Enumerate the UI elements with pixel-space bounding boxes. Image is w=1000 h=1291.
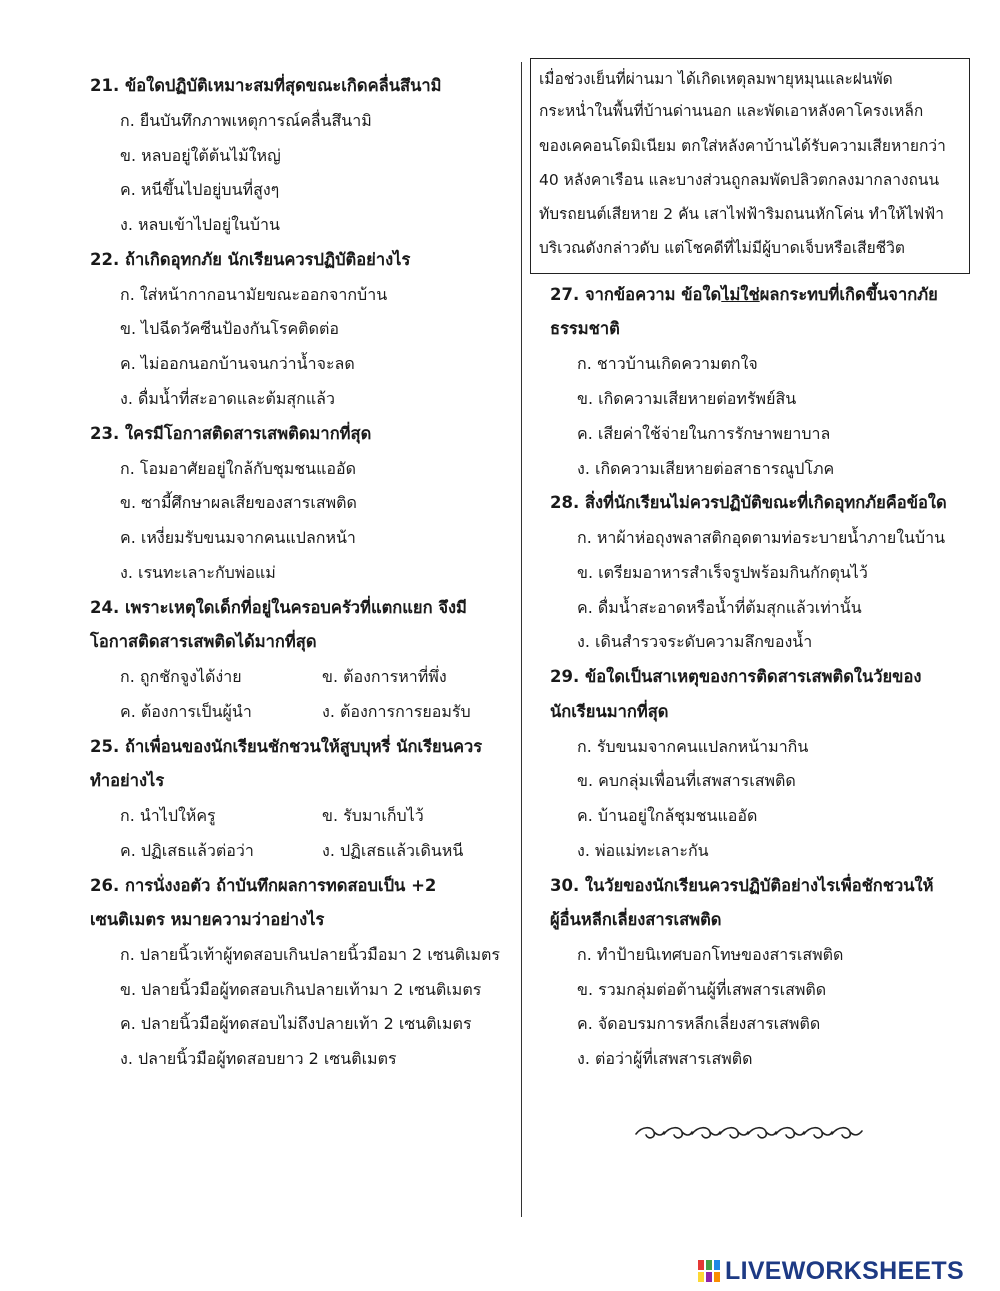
q26-option-c: ค. ปลายนิ้วมือผู้ทดสอบไม่ถึงปลายเท้า 2 เซนติเมตร (120, 1014, 472, 1033)
q26-option-b: ข. ปลายนิ้วมือผู้ทดสอบเกินปลายเท้ามา 2 เซนติเมตร (120, 980, 482, 999)
q21-option-d: ง. หลบเข้าไปอยู่ในบ้าน (120, 215, 280, 234)
passage-line-5: ทับรถยนต์เสียหาย 2 คัน เสาไฟฟ้าริมถนนหักโค่น ทำให้ไฟฟ้า (539, 205, 944, 223)
q21-option-c: ค. หนีขึ้นไปอยู่บนที่สูงๆ (120, 180, 280, 199)
q25-option-b: ข. รับมาเก็บไว้ (322, 806, 424, 825)
question-27-line-2: ธรรมชาติ (550, 319, 620, 338)
passage-line-3: ของเคคอนโดมิเนียม ตกใส่หลังคาบ้านได้รับความเสียหายกว่า (539, 137, 946, 155)
brand-name: LIVEWORKSHEETS (725, 1256, 964, 1285)
q24-option-c: ค. ต้องการเป็นผู้นำ (120, 702, 252, 721)
question-23: 23. ใครมีโอกาสติดสารเสพติดมากที่สุด (90, 424, 372, 443)
q28-option-b: ข. เตรียมอาหารสำเร็จรูปพร้อมกินกักตุนไว้ (577, 563, 868, 582)
q23-option-c: ค. เหงี่ยมรับขนมจากคนแปลกหน้า (120, 528, 356, 547)
q26-option-d: ง. ปลายนิ้วมือผู้ทดสอบยาว 2 เซนติเมตร (120, 1049, 397, 1068)
q28-option-a: ก. หาผ้าห่อถุงพลาสติกอุดตามท่อระบายน้ำภายในบ้าน (577, 528, 946, 547)
q24-option-b: ข. ต้องการหาที่พึ่ง (322, 667, 447, 686)
q27-text-pre: 27. จากข้อความ ข้อใด (550, 285, 722, 304)
question-28: 28. สิ่งที่นักเรียนไม่ควรปฏิบัติขณะที่เกิดอุทกภัยคือข้อใด (550, 493, 947, 512)
q29-option-b: ข. คบกลุ่มเพื่อนที่เสพสารเสพติด (577, 771, 796, 790)
q27-option-a: ก. ชาวบ้านเกิดความตกใจ (577, 354, 758, 373)
brand-logo-area[interactable] (697, 1257, 964, 1285)
q30-option-c: ค. จัดอบรมการหลีกเลี่ยงสารเสพติด (577, 1014, 821, 1033)
column-divider (521, 62, 522, 1217)
q25-option-a: ก. นำไปให้ครู (120, 806, 216, 825)
q27-option-b: ข. เกิดความเสียหายต่อทรัพย์สิน (577, 389, 797, 408)
passage-line-2: กระหน่ำในพื้นที่บ้านด่านนอก และพัดเอาหลังคาโครงเหล็ก (539, 102, 924, 120)
q27-text-post: ผลกระทบที่เกิดขึ้นจากภัย (759, 285, 938, 304)
q22-option-d: ง. ดื่มน้ำที่สะอาดและต้มสุกแล้ว (120, 389, 335, 408)
liveworksheets-logo-icon (697, 1259, 721, 1283)
q22-option-b: ข. ไปฉีดวัคซีนป้องกันโรคติดต่อ (120, 319, 339, 338)
q22-option-a: ก. ใส่หน้ากากอนามัยขณะออกจากบ้าน (120, 285, 388, 304)
q23-option-a: ก. โอมอาศัยอยู่ใกล้กับชุมชนแออัด (120, 459, 356, 478)
q30-option-a: ก. ทำป้ายนิเทศบอกโทษของสารเสพติด (577, 945, 844, 964)
q22-option-c: ค. ไม่ออกนอกบ้านจนกว่าน้ำจะลด (120, 354, 355, 373)
passage-line-6: บริเวณดังกล่าวดับ แต่โชคดีที่ไม่มีผู้บาดเจ็บหรือเสียชีวิต (539, 239, 905, 257)
question-21: 21. ข้อใดปฏิบัติเหมาะสมที่สุดขณะเกิดคลื่นสึนามิ (90, 76, 442, 95)
q21-option-b: ข. หลบอยู่ใต้ต้นไม้ใหญ่ (120, 146, 281, 165)
passage-line-1: เมื่อช่วงเย็นที่ผ่านมา ได้เกิดเหตุลมพายุหมุนและฝนพัด (539, 70, 893, 88)
question-27-line-1 (550, 285, 938, 305)
question-25-line-2: ทำอย่างไร (90, 771, 165, 790)
question-25-line-1: 25. ถ้าเพื่อนของนักเรียนชักชวนให้สูบบุหรี่ นักเรียนควร (90, 737, 483, 756)
q21-option-a: ก. ยืนบันทึกภาพเหตุการณ์คลื่นสึนามิ (120, 111, 372, 130)
q28-option-d: ง. เดินสำรวจระดับความลึกของน้ำ (577, 632, 813, 651)
question-30-line-2: ผู้อื่นหลีกเลี่ยงสารเสพติด (550, 910, 722, 929)
question-29-line-2: นักเรียนมากที่สุด (550, 702, 669, 721)
q23-option-b: ข. ซามี้ศึกษาผลเสียของสารเสพติด (120, 493, 357, 512)
question-30-line-1: 30. ในวัยของนักเรียนควรปฏิบัติอย่างไรเพื่อชักชวนให้ (550, 876, 934, 895)
q28-option-c: ค. ดื่มน้ำสะอาดหรือน้ำที่ต้มสุกแล้วเท่านั้น (577, 598, 862, 617)
q24-option-a: ก. ถูกชักจูงได้ง่าย (120, 667, 242, 686)
q27-option-d: ง. เกิดความเสียหายต่อสาธารณูปโภค (577, 459, 835, 478)
q29-option-a: ก. รับขนมจากคนแปลกหน้ามากิน (577, 737, 809, 756)
passage-line-4: 40 หลังคาเรือน และบางส่วนถูกลมพัดปลิวตกลงมากลางถนน (539, 171, 940, 189)
q27-underlined-word: ไม่ใช่ (721, 285, 760, 304)
passage-box (530, 58, 970, 274)
question-22: 22. ถ้าเกิดอุทกภัย นักเรียนควรปฏิบัติอย่างไร (90, 250, 411, 269)
q30-option-b: ข. รวมกลุ่มต่อต้านผู้ที่เสพสารเสพติด (577, 980, 827, 999)
question-24-line-2: โอกาสติดสารเสพติดได้มากที่สุด (90, 632, 317, 651)
ornament-divider-icon (632, 1120, 867, 1144)
q27-option-c: ค. เสียค่าใช้จ่ายในการรักษาพยาบาล (577, 424, 831, 443)
q24-option-d: ง. ต้องการการยอมรับ (322, 702, 471, 721)
q23-option-d: ง. เรนทะเลาะกับพ่อแม่ (120, 563, 276, 582)
q30-option-d: ง. ต่อว่าผู้ที่เสพสารเสพติด (577, 1049, 753, 1068)
question-26-line-2: เซนติเมตร หมายความว่าอย่างไร (90, 910, 325, 929)
question-24-line-1: 24. เพราะเหตุใดเด็กที่อยู่ในครอบครัวที่แตกแยก จึงมี (90, 598, 467, 617)
q29-option-c: ค. บ้านอยู่ใกล้ชุมชนแออัด (577, 806, 758, 825)
q26-option-a: ก. ปลายนิ้วเท้าผู้ทดสอบเกินปลายนิ้วมือมา 2 เซนติเมตร (120, 945, 500, 964)
q29-option-d: ง. พ่อแม่ทะเลาะกัน (577, 841, 709, 860)
q25-option-d: ง. ปฏิเสธแล้วเดินหนี (322, 841, 464, 860)
q25-option-c: ค. ปฏิเสธแล้วต่อว่า (120, 841, 254, 860)
question-29-line-1: 29. ข้อใดเป็นสาเหตุของการติดสารเสพติดในวัยของ (550, 667, 922, 686)
question-26-line-1: 26. การนั่งงอตัว ถ้าบันทึกผลการทดสอบเป็น +2 (90, 876, 437, 895)
